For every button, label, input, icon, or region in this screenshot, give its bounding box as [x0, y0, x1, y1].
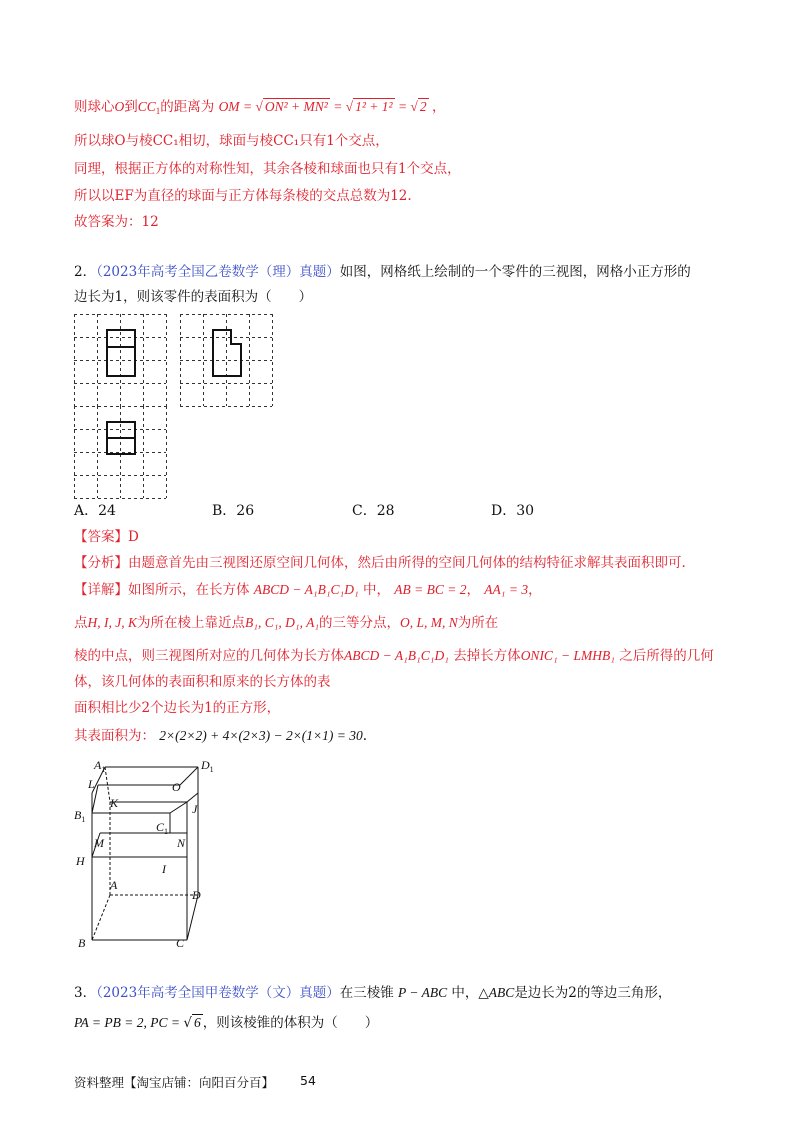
solution-line-1: 则球心O到$CC_1$的距离为 OM = √ ON² + MN² = √ 1² + 1² = √ 2 ，: [74, 99, 446, 116]
label-d1: $D_1$: [201, 758, 214, 774]
analysis: 【分析】由题意首先由三视图还原空间几何体，然后由所得的空间几何体的结构特征求解其表面积即可.: [74, 555, 686, 571]
solution-line-4: 所以以EF为直径的球面与正方体每条棱的交点总数为12.: [74, 188, 412, 204]
label-b: B: [78, 936, 86, 950]
label-c1: $C_1$: [156, 820, 169, 836]
label-j: J: [192, 802, 198, 816]
label-h: H: [76, 854, 85, 868]
question-number: 3．: [74, 985, 97, 1001]
detail-line-2: 点H, I, J, K为所在棱上靠近点B₁, C₁, D₁, A₁的三等分点，O, L, M, N为所在: [74, 615, 499, 631]
detail-line-1: 【详解】如图所示，在长方体 ABCD − A₁B₁C₁D₁ 中， AB = BC = 2， AA₁ = 3，: [74, 582, 542, 598]
footer-source: 资料整理【淘宝店铺：向阳百分百】: [74, 1075, 275, 1090]
detail-line-4: 体，该几何体的表面积和原来的长方体的表: [74, 674, 331, 690]
label-l: L: [88, 777, 95, 791]
label-o: O: [172, 780, 181, 794]
question-source: （2023年高考全国乙卷数学（理）真题）: [96, 264, 340, 280]
distance-formula: OM = √ ON² + MN² = √ 1² + 1² = √ 2: [218, 99, 427, 114]
detail-line-6: 其表面积为： 2×(2×2) + 4×(2×3) − 2×(1×1) = 30.: [74, 728, 368, 744]
question-number: 2．: [74, 264, 97, 280]
question-source: （2023年高考全国甲卷数学（文）真题）: [96, 985, 340, 1001]
solution-line-3: 同理，根据正方体的对称性知，其余各棱和球面也只有1个交点，: [74, 161, 461, 177]
option-a[interactable]: A．24: [74, 503, 116, 519]
question-2-stem-line-1: 2．（2023年高考全国乙卷数学（理）真题）如图，网格纸上绘制的一个零件的三视图，网格小正方形的: [74, 264, 691, 280]
answer: 【答案】D: [74, 529, 139, 545]
option-c[interactable]: C．28: [352, 503, 395, 519]
edge-cc1: $CC_1$: [137, 99, 161, 116]
label-c: C: [176, 936, 185, 950]
detail-line-3: 棱的中点，则三视图所对应的几何体为长方体ABCD − A₁B₁C₁D₁ 去掉长方体ONIC₁ − LMHB₁ 之后所得的几何: [74, 648, 714, 664]
label-k: K: [110, 796, 119, 810]
label-a1: $A_1$: [94, 758, 106, 774]
side-view-grid: [180, 314, 275, 409]
label-b1: $B_1$: [74, 808, 86, 824]
front-view-grid: [74, 314, 169, 409]
top-view-grid: [74, 406, 169, 501]
label-a: A: [110, 878, 118, 892]
hidden-edge-ab: [92, 895, 110, 940]
question-3-stem-line-1: 3．（2023年高考全国甲卷数学（文）真题）在三棱锥 P − ABC 中，△ABC是边长为2的等边三角形，: [74, 985, 672, 1001]
page-number: 54: [300, 1073, 316, 1088]
label-d: D: [192, 888, 201, 902]
solution-line-5: 故答案为：12: [74, 214, 159, 230]
solution-line-2: 所以球O与棱CC₁相切，球面与棱CC₁只有1个交点，: [74, 133, 389, 149]
question-2-stem-line-2: 边长为1，则该零件的表面积为（ ）: [74, 289, 313, 305]
label-m: M: [94, 836, 104, 850]
label-i: I: [162, 862, 166, 876]
option-b[interactable]: B．26: [212, 503, 255, 519]
detail-line-5: 面积相比少2个边长为1的正方形，: [74, 700, 281, 716]
question-3-stem-line-2: PA = PB = 2, PC = √ 6 ，则该棱锥的体积为（ ）: [74, 1015, 379, 1031]
label-n: N: [177, 836, 186, 850]
option-d[interactable]: D．30: [491, 503, 535, 519]
cuboid-figure: [70, 755, 220, 955]
